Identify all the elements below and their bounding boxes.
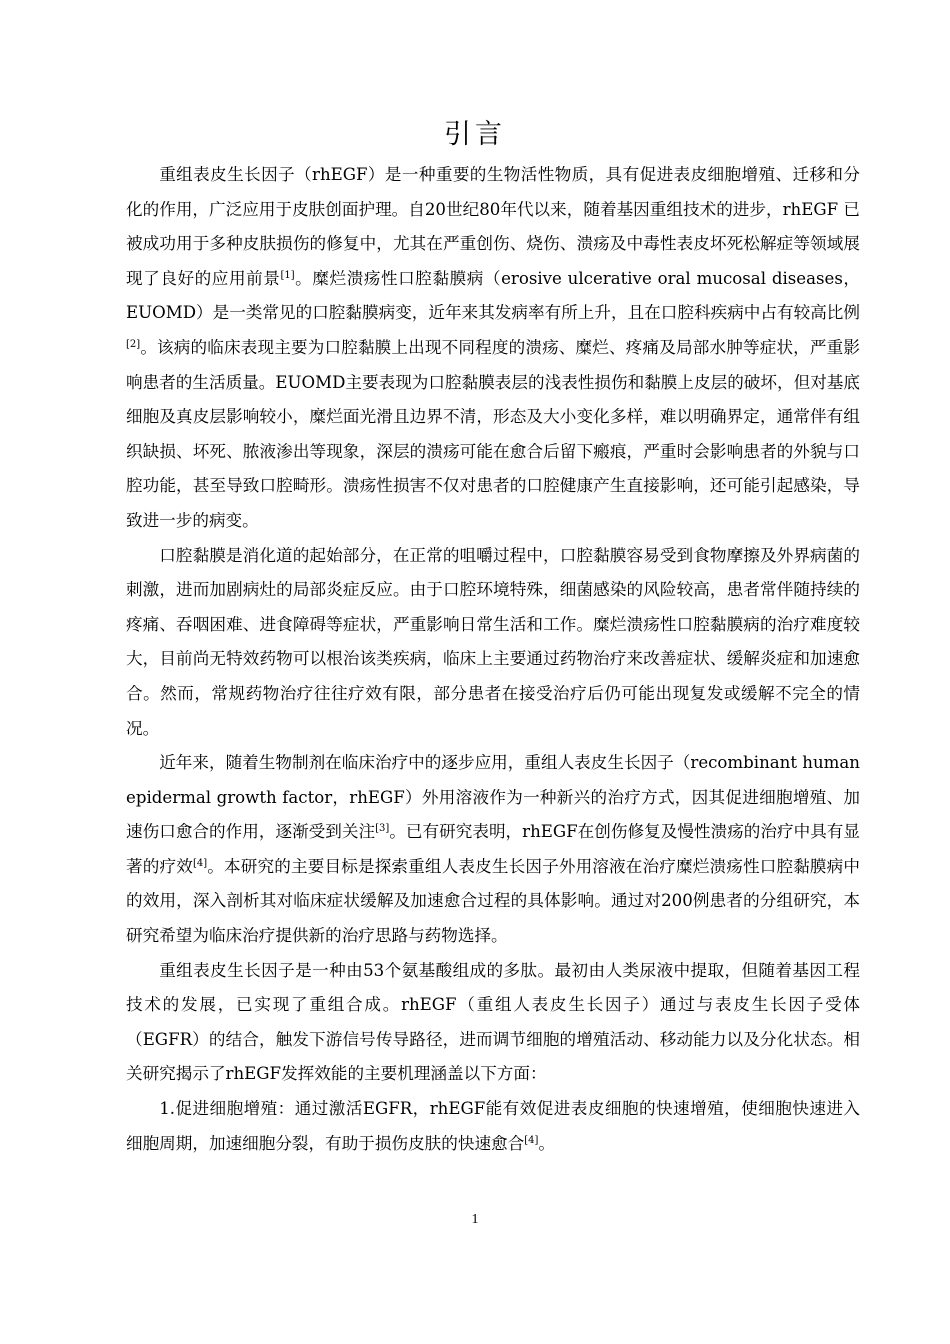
paragraph-text: 重组表皮生长因子（rhEGF）是一种重要的生物活性物质，具有促进表皮细胞增殖、迁移和分化的作用，广泛应用于皮肤创面护理。自20世纪80年代以来，随着基因重组技术的进步，rhEGF 已被成功用于多种皮肤损伤的修复中，尤其在严重创伤、烧伤、溃疡及中毒性表皮坏死松解症等领域展现了良好的应用前景	[126, 165, 860, 288]
paragraph-text: 。该病的临床表现主要为口腔黏膜上出现不同程度的溃疡、糜烂、疼痛及局部水肿等症状，严重影响患者的生活质量。EUOMD主要表现为口腔黏膜表层的浅表性损伤和黏膜上皮层的破坏，但对基底细胞及真皮层影响较小，糜烂面光滑且边界不清，形态及大小变化多样，难以明确界定，通常伴有组织缺损、坏死、脓液渗出等现象，深层的溃疡可能在愈合后留下瘢痕，严重时会影响患者的外貌与口腔功能，甚至导致口腔畸形。溃疡性损害不仅对患者的口腔健康产生直接影响，还可能引起感染，导致进一步的病变。	[126, 337, 860, 530]
paragraph-text: 。已有研究表明，rhEGF在创伤修复及慢性溃疡的治疗中具有显著的疗效	[126, 822, 860, 876]
paragraph-text: 重组表皮生长因子是一种由53个氨基酸组成的多肽。最初由人类尿液中提取，但随着基因工程技术的发展，已实现了重组合成。rhEGF（重组人表皮生长因子）通过与表皮生长因子受体（EGFR）的结合，触发下游信号传导路径，进而调节细胞的增殖活动、移动能力以及分化状态。相关研究揭示了rhEGF发挥效能的主要机理涵盖以下方面：	[126, 960, 860, 1084]
paragraph-text: 。本研究的主要目标是探索重组人表皮生长因子外用溶液在治疗糜烂溃疡性口腔黏膜病中的效用，深入剖析其对临床症状缓解及加速愈合过程的具体影响。通过对200例患者的分组研究，本研究希望为临床治疗提供新的治疗思路与药物选择。	[126, 856, 861, 946]
citation-ref: [4]	[524, 1134, 539, 1146]
body-text	[126, 158, 860, 1161]
paragraph-text: 1.促进细胞增殖：通过激活EGFR，rhEGF能有效促进表皮细胞的快速增殖，使细胞快速进入细胞周期，加速细胞分裂，有助于损伤皮肤的快速愈合	[126, 1099, 860, 1153]
page-title: 引言	[444, 119, 506, 150]
page-number: 1	[471, 1212, 479, 1227]
paragraph-text: 。	[538, 1133, 556, 1153]
paragraph	[126, 158, 860, 539]
paragraph-text: 近年来，随着生物制剂在临床治疗中的逐步应用，重组人表皮生长因子（recombinant human epidermal growth factor，rhEGF）外用溶液作为一种新兴的治疗方式，因其促进细胞增殖、加速伤口愈合的作用，逐渐受到关注	[126, 753, 860, 842]
paragraph	[126, 1092, 860, 1161]
paragraph-text: 口腔黏膜是消化道的起始部分，在正常的咀嚼过程中，口腔黏膜容易受到食物摩擦及外界病菌的刺激，进而加剧病灶的局部炎症反应。由于口腔环境特殊，细菌感染的风险较高，患者常伴随持续的疼痛、吞咽困难、进食障碍等症状，严重影响日常生活和工作。糜烂溃疡性口腔黏膜病的治疗难度较大，目前尚无特效药物可以根治该类疾病，临床上主要通过药物治疗来改善症状、缓解炎症和加速愈合。然而，常规药物治疗往往疗效有限，部分患者在接受治疗后仍可能出现复发或缓解不完全的情况。	[126, 545, 860, 738]
paragraph	[126, 746, 860, 954]
citation-ref: [1]	[280, 269, 295, 281]
paragraph	[126, 539, 860, 747]
paragraph-text: 。糜烂溃疡性口腔黏膜病（erosive ulcerative oral mucosal diseases，EUOMD）是一类常见的口腔黏膜病变，近年来其发病率有所上升，且在口腔科疾病中占有较高比例	[126, 268, 861, 323]
paragraph	[126, 954, 860, 1092]
citation-ref: [2]	[126, 338, 141, 350]
citation-ref: [3]	[375, 823, 390, 835]
citation-ref: [4]	[192, 857, 208, 869]
